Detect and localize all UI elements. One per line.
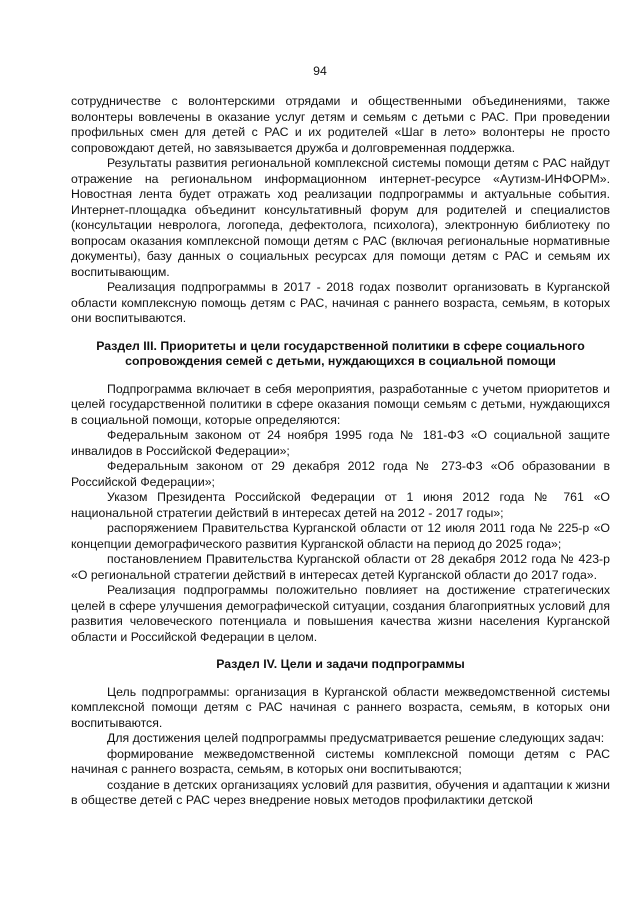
paragraph-implementation: Реализация подпрограммы в 2017 - 2018 годах позволит организовать в Курганской области комплексную помощь детям с РАС, начиная с раннего возраста, семьям, в которых они воспитываются. xyxy=(71,280,610,325)
paragraph: Федеральным законом от 24 ноября 1995 года № 181-ФЗ «О социальной защите инвалидов в Российской Федерации»; xyxy=(71,428,610,458)
paragraph: постановлением Правительства Курганской области от 28 декабря 2012 года № 423-р «О региональной стратегии действий в интересах детей Курганской области до 2017 года». xyxy=(71,552,610,582)
paragraph: Реализация подпрограммы положительно повлияет на достижение стратегических целей в сфере улучшения демографической ситуации, создания благоприятных условий для развития человеческого потенциала и повышения качества жизни населения Курганской области и Российской Федерации в целом. xyxy=(71,583,610,644)
paragraph: создание в детских организациях условий для развития, обучения и адаптации к жизни в обществе детей с РАС через внедрение новых методов профилактики детской xyxy=(71,777,610,807)
paragraph: распоряжением Правительства Курганской области от 12 июля 2011 года № 225-р «О концепции демографического развития Курганской области на период до 2025 года»; xyxy=(71,521,610,551)
section-3-heading xyxy=(71,339,610,370)
paragraph: Подпрограмма включает в себя мероприятия, разработанные с учетом приоритетов и целей государственной политики в сфере оказания помощи семьям с детьми, нуждающихся в социальной помощи, которые определяются: xyxy=(71,381,610,427)
paragraph: формирование межведомственной системы комплексной помощи детям с РАС начиная с раннего возраста, семьям, в которых они воспитываются; xyxy=(71,746,610,776)
paragraph: Для достижения целей подпрограммы предусматривается решение следующих задач: xyxy=(107,731,605,745)
paragraph-results: Результаты развития региональной комплексной системы помощи детям с РАС найдут отражение на региональном информационном интернет-ресурсе «Аутизм-ИНФОРМ». Новостная лента будет отражать ход реализации подпрограммы и актуальные события. Интернет-площадка объединит консультативный форум для родителей и специалистов (консультации невролога, логопеда, дефектолога, психолога), электронную библиотеку по вопросам оказания комплексной помощи детям с РАС (включая региональные нормативные документы), базу данных о социальных ресурсах для помощи детям с РАС и семьям их воспитывающим. xyxy=(71,156,610,279)
document-body xyxy=(71,94,610,809)
paragraph-continuation: сотрудничестве с волонтерскими отрядами и общественными объединениями, также волонтеры вовлечены в оказание услуг детям и семьям с детьми с РАС. При проведении профильных смен для детей с РАС и их родителей «Шаг в лето» волонтеры не просто сопровождают детей, но завязывается дружба и долговременная поддержка. xyxy=(71,94,610,155)
section-3-heading-line-2: сопровождения семей с детьми, нуждающихся в социальной помощи xyxy=(125,354,556,368)
page-number: 94 xyxy=(313,64,327,78)
paragraph: Федеральным законом от 29 декабря 2012 года № 273-ФЗ «Об образовании в Российской Федерации»; xyxy=(71,459,610,489)
section-4-heading: Раздел IV. Цели и задачи подпрограммы xyxy=(216,657,465,671)
paragraph: Указом Президента Российской Федерации от 1 июня 2012 года № 761 «О национальной стратегии действий в интересах детей на 2012 - 2017 годы»; xyxy=(71,490,610,520)
section-3-heading-line-1: Раздел III. Приоритеты и цели государственной политики в сфере социального xyxy=(96,338,585,353)
paragraph: Цель подпрограммы: организация в Курганской области межведомственной системы комплексной помощи детям с РАС начиная с раннего возраста, семьям, в которых они воспитываются. xyxy=(71,684,610,730)
